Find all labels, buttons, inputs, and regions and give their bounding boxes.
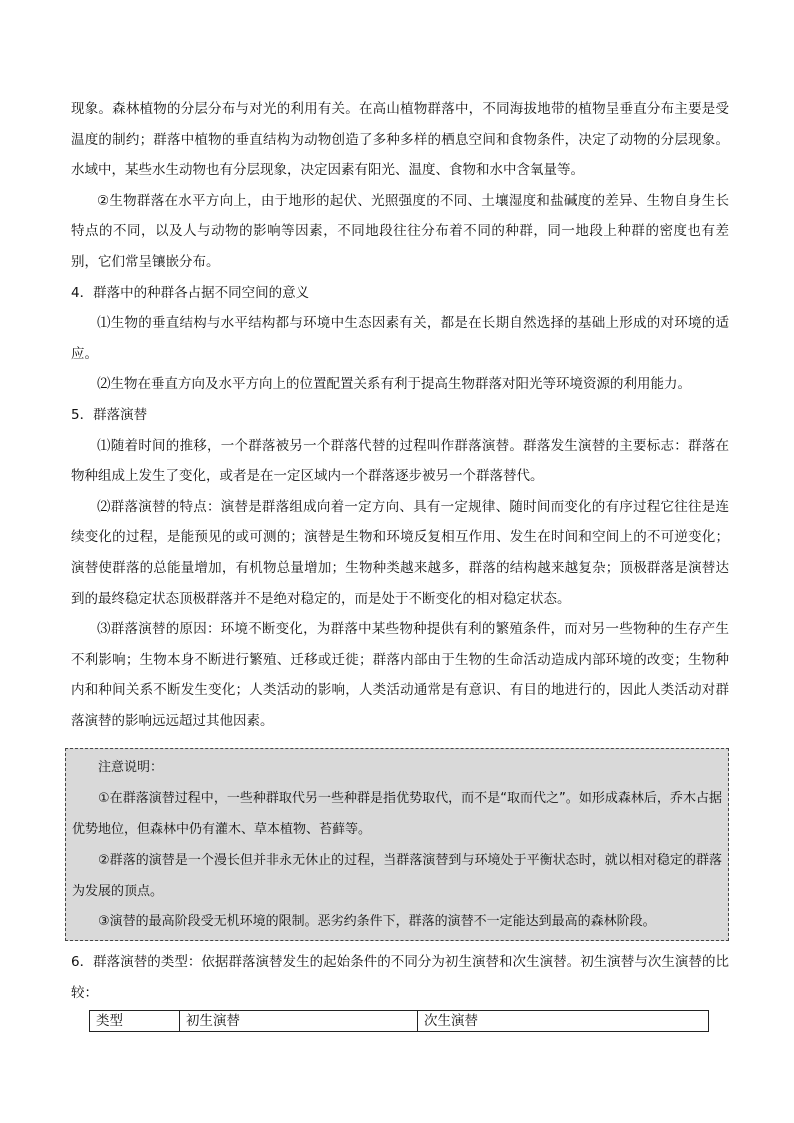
- paragraph: ⑵群落演替的特点：演替是群落组成向着一定方向、具有一定规律、随时间而变化的有序过程它往往是连续变化的过程，是能预见的或可测的；演替是生物和环境反复相互作用、发生在时间和空间上的不可逆变化；演替使群落的总能量增加，有机物总量增加；生物种类越来越多，群落的结构越来越复杂；顶极群落是演替达到的最终稳定状态顶极群落并不是绝对稳定的，而是处于不断变化的相对稳定状态。: [71, 498, 729, 607]
- paragraph: 现象。森林植物的分层分布与对光的利用有关。在高山植物群落中，不同海拔地带的植物呈垂直分布主要是受温度的制约；群落中植物的垂直结构为动物创造了多种多样的栖息空间和食物条件，决定了动物的分层现象。水域中，某些水生动物也有分层现象，决定因素有阳光、温度、食物和水中含氧量等。: [71, 101, 729, 179]
- document-page: [71, 94, 729, 1032]
- paragraph: ⑶群落演替的原因：环境不断变化，为群落中某些物种提供有利的繁殖条件，而对另一些物种的生存产生不利影响；生物本身不断进行繁殖、迁移或迁徙；群落内部由于生物的生命活动造成内部环境的改变；生物种内和种间关系不断发生变化；人类活动的影响，人类活动通常是有意识、有目的地进行的，因此人类活动对群落演替的影响远远超过其他因素。: [71, 621, 729, 729]
- section-heading-6: 6．群落演替的类型：依据群落演替发生的起始条件的不同分为初生演替和次生演替。初生演替与次生演替的比较：: [71, 954, 729, 1001]
- note-item: ③演替的最高阶段受无机环境的限制。恶劣约条件下，群落的演替不一定能达到最高的森林阶段。: [98, 914, 656, 930]
- section-heading-4: 4．群落中的种群各占据不同空间的意义: [71, 284, 310, 301]
- table-header-cell: 次生演替: [418, 1011, 709, 1032]
- paragraph: ⑵生物在垂直方向及水平方向上的位置配置关系有利于提高生物群落对阳光等环境资源的利用能力。: [97, 376, 691, 393]
- comparison-table: [89, 1010, 709, 1032]
- note-box: [65, 748, 729, 941]
- paragraph: ②生物群落在水平方向上，由于地形的起伏、光照强度的不同、土壤湿度和盐碱度的差异、生物自身生长特点的不同，以及人与动物的影响等因素，不同地段往往分布着不同的种群，同一地段上种群的密度也有差别，它们常呈镶嵌分布。: [71, 192, 729, 270]
- note-item: ②群落的演替是一个漫长但并非永无休止的过程，当群落演替到与环境处于平衡状态时，就以相对稳定的群落为发展的顶点。: [72, 852, 722, 899]
- note-title: 注意说明：: [98, 760, 164, 776]
- paragraph: ⑴生物的垂直结构与水平结构都与环境中生态因素有关，都是在长期自然选择的基础上形成的对环境的适应。: [71, 315, 729, 362]
- note-item: ①在群落演替过程中，一些种群取代另一些种群是指优势取代，而不是“取而代之”。如形成森林后，乔木占据优势地位，但森林中仍有灌木、草本植物、苔藓等。: [72, 791, 722, 838]
- paragraph: ⑴随着时间的推移，一个群落被另一个群落代替的过程叫作群落演替。群落发生演替的主要标志：群落在物种组成上发生了变化，或者是在一定区域内一个群落逐步被另一个群落替代。: [71, 437, 729, 485]
- table-header-cell: 类型: [90, 1011, 180, 1032]
- table-header-cell: 初生演替: [180, 1011, 418, 1032]
- top-paragraphs: [71, 94, 729, 736]
- table-header-row: [90, 1011, 709, 1032]
- section-heading-5: 5．群落演替: [71, 406, 148, 423]
